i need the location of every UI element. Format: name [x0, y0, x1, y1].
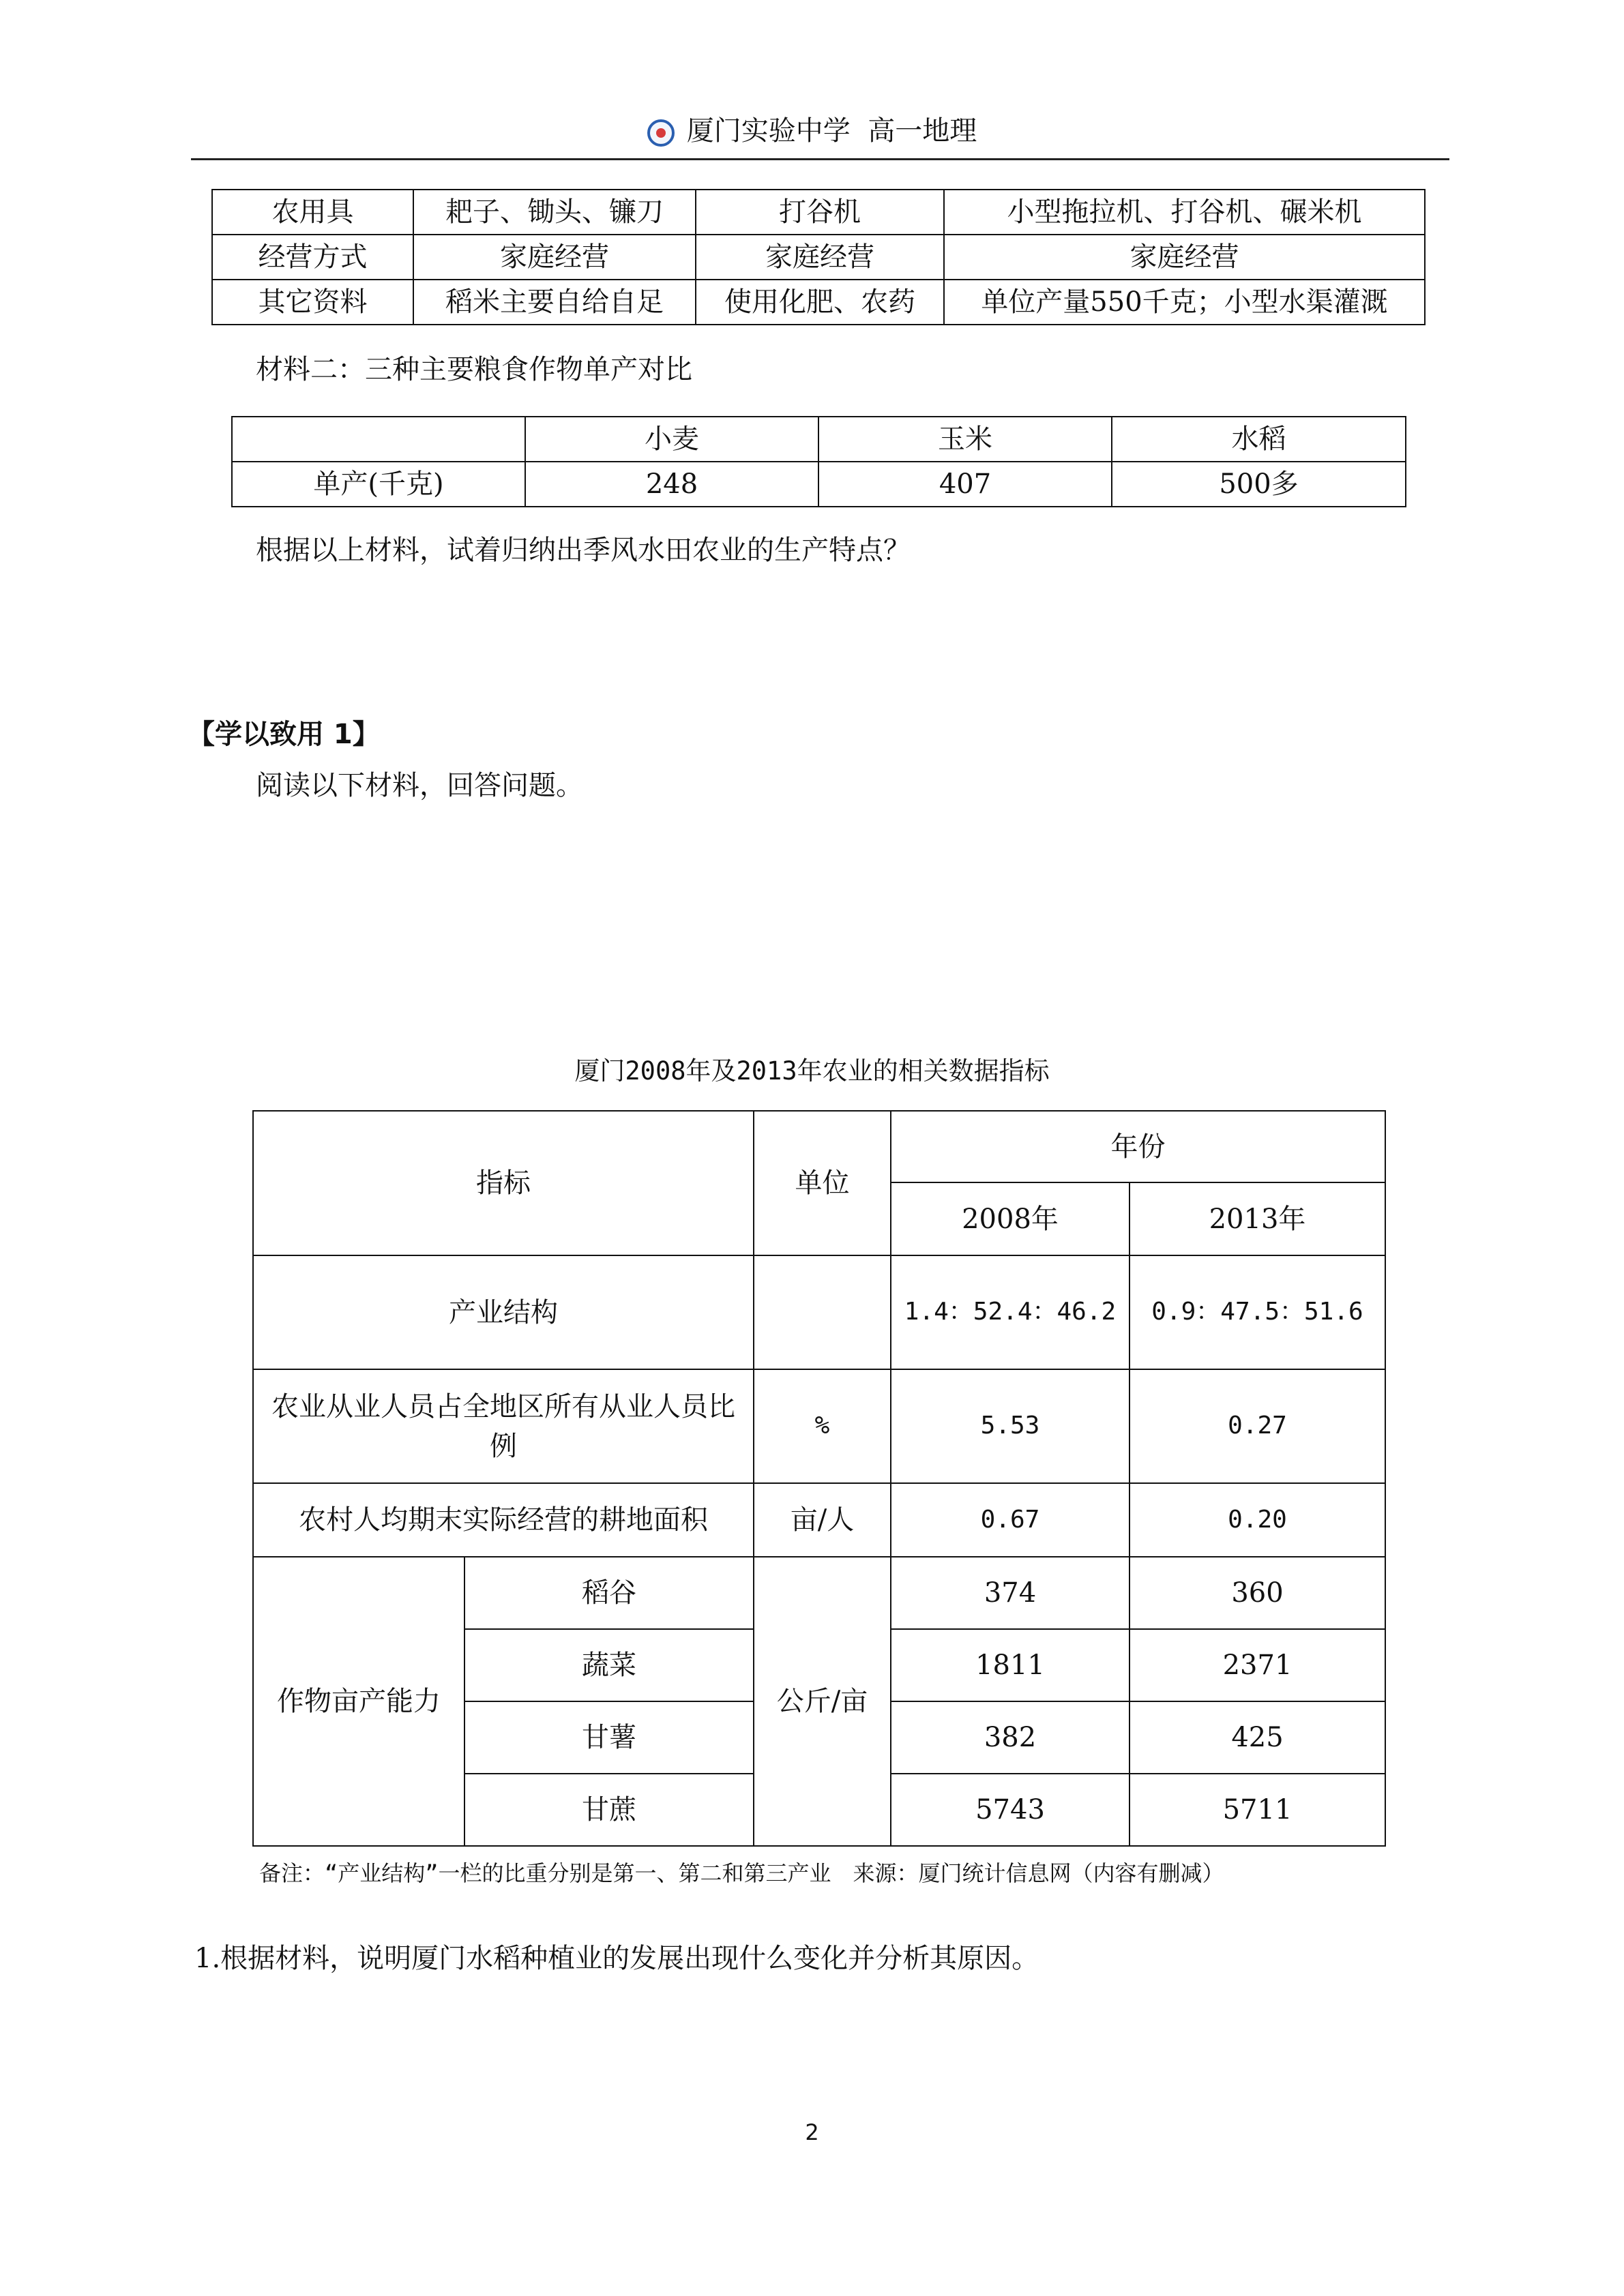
crop-name: 甘薯	[464, 1701, 754, 1774]
table-cell: 其它资料	[212, 280, 413, 325]
row-value-2013: 0.20	[1130, 1483, 1385, 1557]
table-cell: 407	[818, 462, 1112, 507]
table-cell: 稻米主要自给自足	[413, 280, 696, 325]
row-value-2008: 1.4：52.4：46.2	[891, 1255, 1130, 1369]
header-year: 年份	[891, 1111, 1385, 1182]
crop-name: 稻谷	[464, 1557, 754, 1629]
crop-group-label: 作物亩产能力	[253, 1557, 464, 1846]
row-unit: 亩/人	[754, 1483, 891, 1557]
table-cell: 经营方式	[212, 235, 413, 280]
crop-name: 蔬菜	[464, 1629, 754, 1701]
table-cell: 农用具	[212, 190, 413, 235]
table-cell: 小型拖拉机、打谷机、碾米机	[944, 190, 1425, 235]
table-cell: 家庭经营	[944, 235, 1425, 280]
row-label: 产业结构	[253, 1255, 754, 1369]
row-unit: %	[754, 1369, 891, 1483]
crop-value-2013: 5711	[1130, 1774, 1385, 1846]
row-value-2008: 0.67	[891, 1483, 1130, 1557]
yield-comparison-table	[231, 416, 1406, 507]
farming-comparison-table	[211, 189, 1426, 325]
table-row	[212, 190, 1425, 235]
subject-name: 高一地理	[868, 115, 977, 147]
page-number: 2	[805, 2119, 819, 2145]
table-cell: 500多	[1112, 462, 1406, 507]
table-cell: 水稻	[1112, 417, 1406, 462]
crop-unit: 公斤/亩	[754, 1557, 891, 1846]
crop-value-2013: 360	[1130, 1557, 1385, 1629]
header-indicator: 指标	[253, 1111, 754, 1255]
material2-title: 材料二：三种主要粮食作物单产对比	[256, 354, 692, 385]
crop-value-2008: 382	[891, 1701, 1130, 1774]
header-year-2008: 2008年	[891, 1182, 1130, 1255]
row-unit	[754, 1255, 891, 1369]
crop-value-2013: 2371	[1130, 1629, 1385, 1701]
table-row	[212, 235, 1425, 280]
header-unit: 单位	[754, 1111, 891, 1255]
crop-value-2008: 5743	[891, 1774, 1130, 1846]
crop-name: 甘蔗	[464, 1774, 754, 1846]
table-cell: 小麦	[525, 417, 818, 462]
row-label: 农村人均期末实际经营的耕地面积	[253, 1483, 754, 1557]
question-intro: 根据以上材料，试着归纳出季风水田农业的生产特点？	[256, 535, 911, 566]
header-divider	[191, 158, 1449, 160]
school-name: 厦门实验中学	[686, 115, 851, 147]
crop-value-2008: 1811	[891, 1629, 1130, 1701]
header-year-2013: 2013年	[1130, 1182, 1385, 1255]
table3-caption: 厦门2008年及2013年农业的相关数据指标	[574, 1056, 1050, 1086]
table-cell: 玉米	[818, 417, 1112, 462]
row-value-2008: 5.53	[891, 1369, 1130, 1483]
table-row	[253, 1483, 1385, 1557]
table-cell	[232, 417, 525, 462]
crop-value-2008: 374	[891, 1557, 1130, 1629]
school-logo-icon	[647, 119, 675, 147]
table-cell: 单产(千克)	[232, 462, 525, 507]
table-row	[253, 1255, 1385, 1369]
table-cell: 使用化肥、农药	[696, 280, 944, 325]
table-cell: 家庭经营	[696, 235, 944, 280]
table-row	[253, 1557, 1385, 1629]
xiamen-agriculture-table	[252, 1110, 1386, 1847]
table-cell: 家庭经营	[413, 235, 696, 280]
table-row	[232, 417, 1406, 462]
table-cell: 耙子、锄头、镰刀	[413, 190, 696, 235]
read-prompt: 阅读以下材料，回答问题。	[256, 770, 583, 801]
question-1: 1.根据材料，说明厦门水稻种植业的发展出现什么变化并分析其原因。	[194, 1943, 1039, 1974]
table-cell: 单位产量550千克；小型水渠灌溉	[944, 280, 1425, 325]
table-row	[212, 280, 1425, 325]
row-value-2013: 0.9：47.5：51.6	[1130, 1255, 1385, 1369]
table3-note: 备注：“产业结构”一栏的比重分别是第一、第二和第三产业 来源：厦门统计信息网（内容有删减）	[259, 1860, 1224, 1886]
section-title: 【学以致用 1】	[188, 719, 380, 750]
row-label: 农业从业人员占全地区所有从业人员比例	[253, 1369, 754, 1483]
table-cell: 248	[525, 462, 818, 507]
row-value-2013: 0.27	[1130, 1369, 1385, 1483]
table-row	[253, 1111, 1385, 1182]
table-row	[253, 1369, 1385, 1483]
crop-value-2013: 425	[1130, 1701, 1385, 1774]
table-cell: 打谷机	[696, 190, 944, 235]
table-row	[232, 462, 1406, 507]
page-header	[0, 109, 1624, 148]
